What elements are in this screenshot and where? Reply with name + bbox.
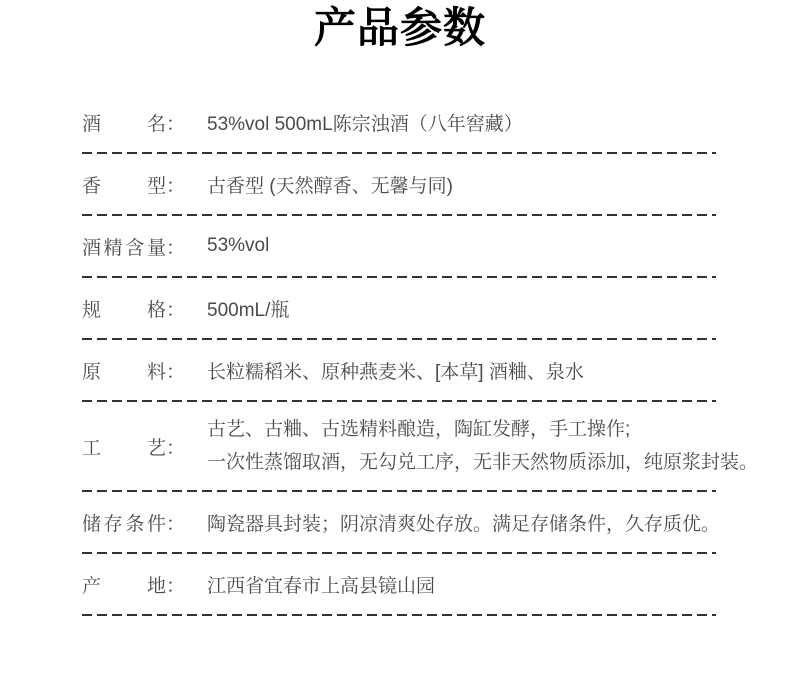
- spec-colon: ：: [166, 437, 186, 459]
- spec-label: 酒名: [82, 113, 166, 135]
- spec-label-col: [82, 571, 207, 598]
- spec-value-line: 一次性蒸馏取酒，无勾兑工序，无非天然物质添加，纯原浆封装。: [207, 452, 759, 473]
- spec-row-ingredients: [82, 340, 716, 400]
- spec-row-craft: [82, 402, 759, 490]
- spec-label: 产地: [82, 575, 166, 597]
- spec-colon: ：: [166, 237, 186, 259]
- spec-table: [82, 92, 759, 616]
- spec-colon: ：: [166, 513, 186, 535]
- spec-label: 规格: [82, 299, 166, 321]
- spec-value-multiline: [207, 413, 758, 479]
- spec-label: 储存条件: [82, 513, 166, 535]
- spec-value: 长粒糯稻米、原种燕麦米、[本草] 酒粬、泉水: [207, 361, 584, 383]
- spec-row-name: [82, 92, 716, 152]
- spec-value: 53%vol 500mL陈宗浊酒（八年窖藏）: [207, 113, 523, 135]
- spec-row-origin: [82, 554, 716, 614]
- spec-label-col: [82, 357, 207, 384]
- spec-colon: ：: [166, 175, 186, 197]
- spec-label: 香型: [82, 175, 166, 197]
- spec-label: 酒精含量: [82, 237, 166, 259]
- spec-label: 原料: [82, 361, 166, 383]
- spec-row-specification: [82, 278, 716, 338]
- spec-colon: ：: [166, 299, 186, 321]
- spec-value: 53%vol: [207, 235, 270, 256]
- spec-colon: ：: [166, 575, 186, 597]
- spec-row-alcohol-content: [82, 216, 716, 276]
- spec-label-col: [82, 433, 207, 460]
- spec-value: 江西省宜春市上高县镜山园: [207, 575, 436, 597]
- spec-value-line: 古艺、古粬、古选精料酿造，陶缸发酵，手工操作;: [207, 419, 631, 440]
- spec-colon: ：: [166, 113, 186, 135]
- spec-label-col: [82, 171, 207, 198]
- spec-label-col: [82, 233, 207, 260]
- dashed-divider: [82, 614, 716, 616]
- spec-row-aroma-type: [82, 154, 716, 214]
- spec-value: 陶瓷器具封装；阴凉清爽处存放。满足存储条件，久存质优。: [207, 513, 721, 535]
- page-title: 产品参数: [313, 4, 486, 51]
- spec-value: 古香型 (天然醇香、无馨与同): [207, 175, 453, 197]
- spec-label-col: [82, 295, 207, 322]
- spec-value: 500mL/瓶: [207, 299, 290, 321]
- spec-row-storage: [82, 492, 721, 552]
- spec-label-col: [82, 509, 207, 536]
- spec-colon: ：: [166, 361, 186, 383]
- spec-label-col: [82, 109, 207, 136]
- spec-label: 工艺: [82, 437, 166, 459]
